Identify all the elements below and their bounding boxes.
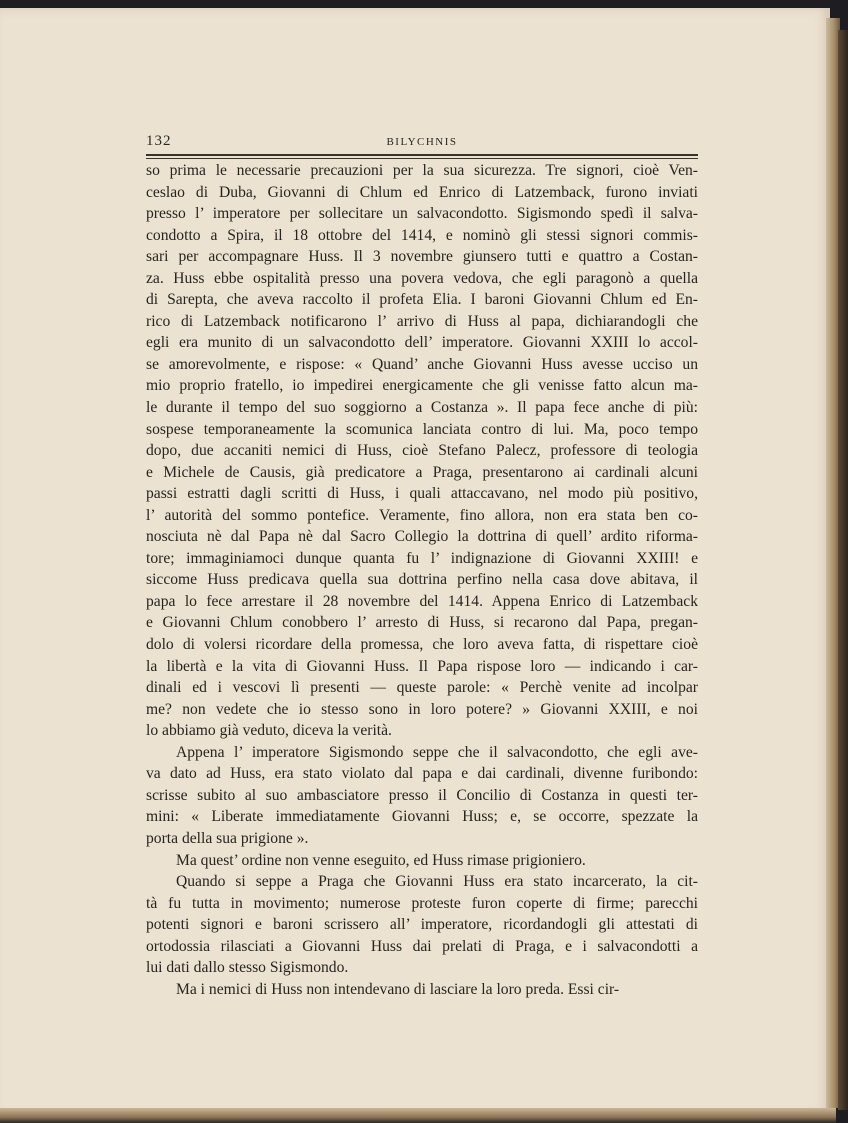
text-line: dolo di volersi ricordare della promessa, che loro aveva fatta, di rispettare cioè [146, 636, 698, 654]
text-line: presso l’ imperatore per sollecitare un salvacondotto. Sigismondo spedì il salva- [146, 205, 698, 223]
text-line: se amorevolmente, e rispose: « Quand’ anche Giovanni Huss avesse ucciso un [146, 355, 698, 373]
body-text [146, 160, 698, 1000]
text-line: scrisse subito al suo ambasciatore presso il Concilio di Costanza in questi ter- [146, 786, 698, 804]
text-line: ceslao di Duba, Giovanni di Chlum ed Enrico di Latzemback, furono inviati [146, 183, 698, 201]
text-line: di Sarepta, che aveva raccolto il profeta Elia. I baroni Giovanni Chlum ed En- [146, 291, 698, 309]
text-line: egli era munito di un salvacondotto dell’ imperatore. Giovanni XXIII lo accol- [146, 334, 698, 352]
text-line: rico di Latzemback notificarono l’ arrivo di Huss al papa, dichiarandogli che [146, 312, 698, 330]
text-line: mio proprio fratello, io impedirei energicamente che gli venisse fatto alcun ma- [146, 377, 698, 395]
text-line: nosciuta nè dal Papa nè dal Sacro Collegio la dottrina di quell’ ardito riforma- [146, 528, 698, 546]
text-line: le durante il tempo del suo soggiorno a Costanza ». Il papa fece anche di più: [146, 399, 698, 417]
text-line: me? non vedete che io stesso sono in loro potere? » Giovanni XXIII, e noi [146, 700, 698, 718]
text-line: dinali ed i vescovi lì presenti — queste parole: « Perchè venite ad incolpar [146, 679, 698, 697]
text-line: tore; immaginiamoci dunque quanta fu l’ indignazione di Giovanni XXIII! e [146, 549, 698, 567]
paragraph [146, 871, 698, 979]
text-line: va dato ad Huss, era stato violato dal papa e dai cardinali, divenne furibondo: [146, 765, 698, 783]
paragraph [146, 742, 698, 850]
header-rule-thin [146, 158, 698, 159]
text-line: l’ autorità del sommo pontefice. Veramente, fino allora, non era stata ben co- [146, 506, 698, 524]
paragraph [146, 160, 698, 742]
text-line: la libertà e la vita di Giovanni Huss. Il Papa rispose loro — indicando i car- [146, 657, 698, 675]
text-line: mini: « Liberate immediatamente Giovanni Huss; e, se occorre, spezzate la [146, 808, 698, 826]
text-line: porta della sua prigione ». [146, 829, 309, 847]
text-line: Appena l’ imperatore Sigismondo seppe che il salvacondotto, che egli ave- [176, 743, 698, 761]
text-line: lui dati dallo stesso Sigismondo. [146, 959, 349, 977]
journal-title: BILYCHNIS [386, 136, 458, 148]
text-line: sospese temporaneamente la scomunica lanciata contro di lui. Ma, poco tempo [146, 420, 698, 438]
text-line: Ma i nemici di Huss non intendevano di lasciare la loro preda. Essi cir- [176, 980, 620, 998]
text-line: lo abbiamo già veduto, diceva la verità. [146, 722, 392, 740]
text-line: za. Huss ebbe ospitalità presso una povera vedova, che egli paragonò a quella [146, 269, 698, 287]
text-line: tà fu tutta in movimento; numerose proteste furon coperte di firme; parecchi [146, 894, 698, 912]
text-line: siccome Huss predicava quella sua dottrina perfino nella casa dove abitava, il [146, 571, 698, 589]
text-line: dopo, due accaniti nemici di Huss, cioè Stefano Palecz, professore di teologia [146, 442, 698, 460]
page-edge-bottom [0, 1108, 836, 1123]
text-line: Quando si seppe a Praga che Giovanni Huss era stato incarcerato, la cit- [176, 873, 698, 891]
text-line: sari per accompagnare Huss. Il 3 novembre giunsero tutti e quattro a Costan- [146, 248, 698, 266]
text-line: e Michele de Causis, già predicatore a Praga, presentarono ai cardinali alcuni [146, 463, 698, 481]
text-line: potenti signori e baroni scrissero all’ imperatore, ricordandogli gli attestati di [146, 916, 698, 934]
text-line: Ma quest’ ordine non venne eseguito, ed Huss rimase prigioniero. [176, 851, 586, 869]
text-line: ortodossia rilasciati a Giovanni Huss dai prelati di Praga, e i salvacondotti a [146, 937, 698, 955]
text-line: passi estratti dagli scritti di Huss, i quali attaccavano, nel modo più positivo, [146, 485, 698, 503]
text-line: so prima le necessarie precauzioni per la sua sicurezza. Tre signori, cioè Ven- [146, 162, 698, 179]
text-line: e Giovanni Chlum conobbero l’ arresto di Huss, si recarono dal Papa, pregan- [146, 614, 698, 632]
page-number: 132 [146, 133, 172, 149]
paragraph [146, 850, 698, 872]
text-line: condotto a Spira, il 18 ottobre del 1414, e nominò gli stessi signori commis- [146, 226, 698, 244]
book-spine-shadow [838, 30, 848, 1110]
text-line: papa lo fece arrestare il 28 novembre del 1414. Appena Enrico di Latzemback [146, 592, 698, 610]
running-head [146, 133, 698, 155]
paragraph [146, 979, 698, 1001]
header-rule-thick [146, 154, 698, 156]
